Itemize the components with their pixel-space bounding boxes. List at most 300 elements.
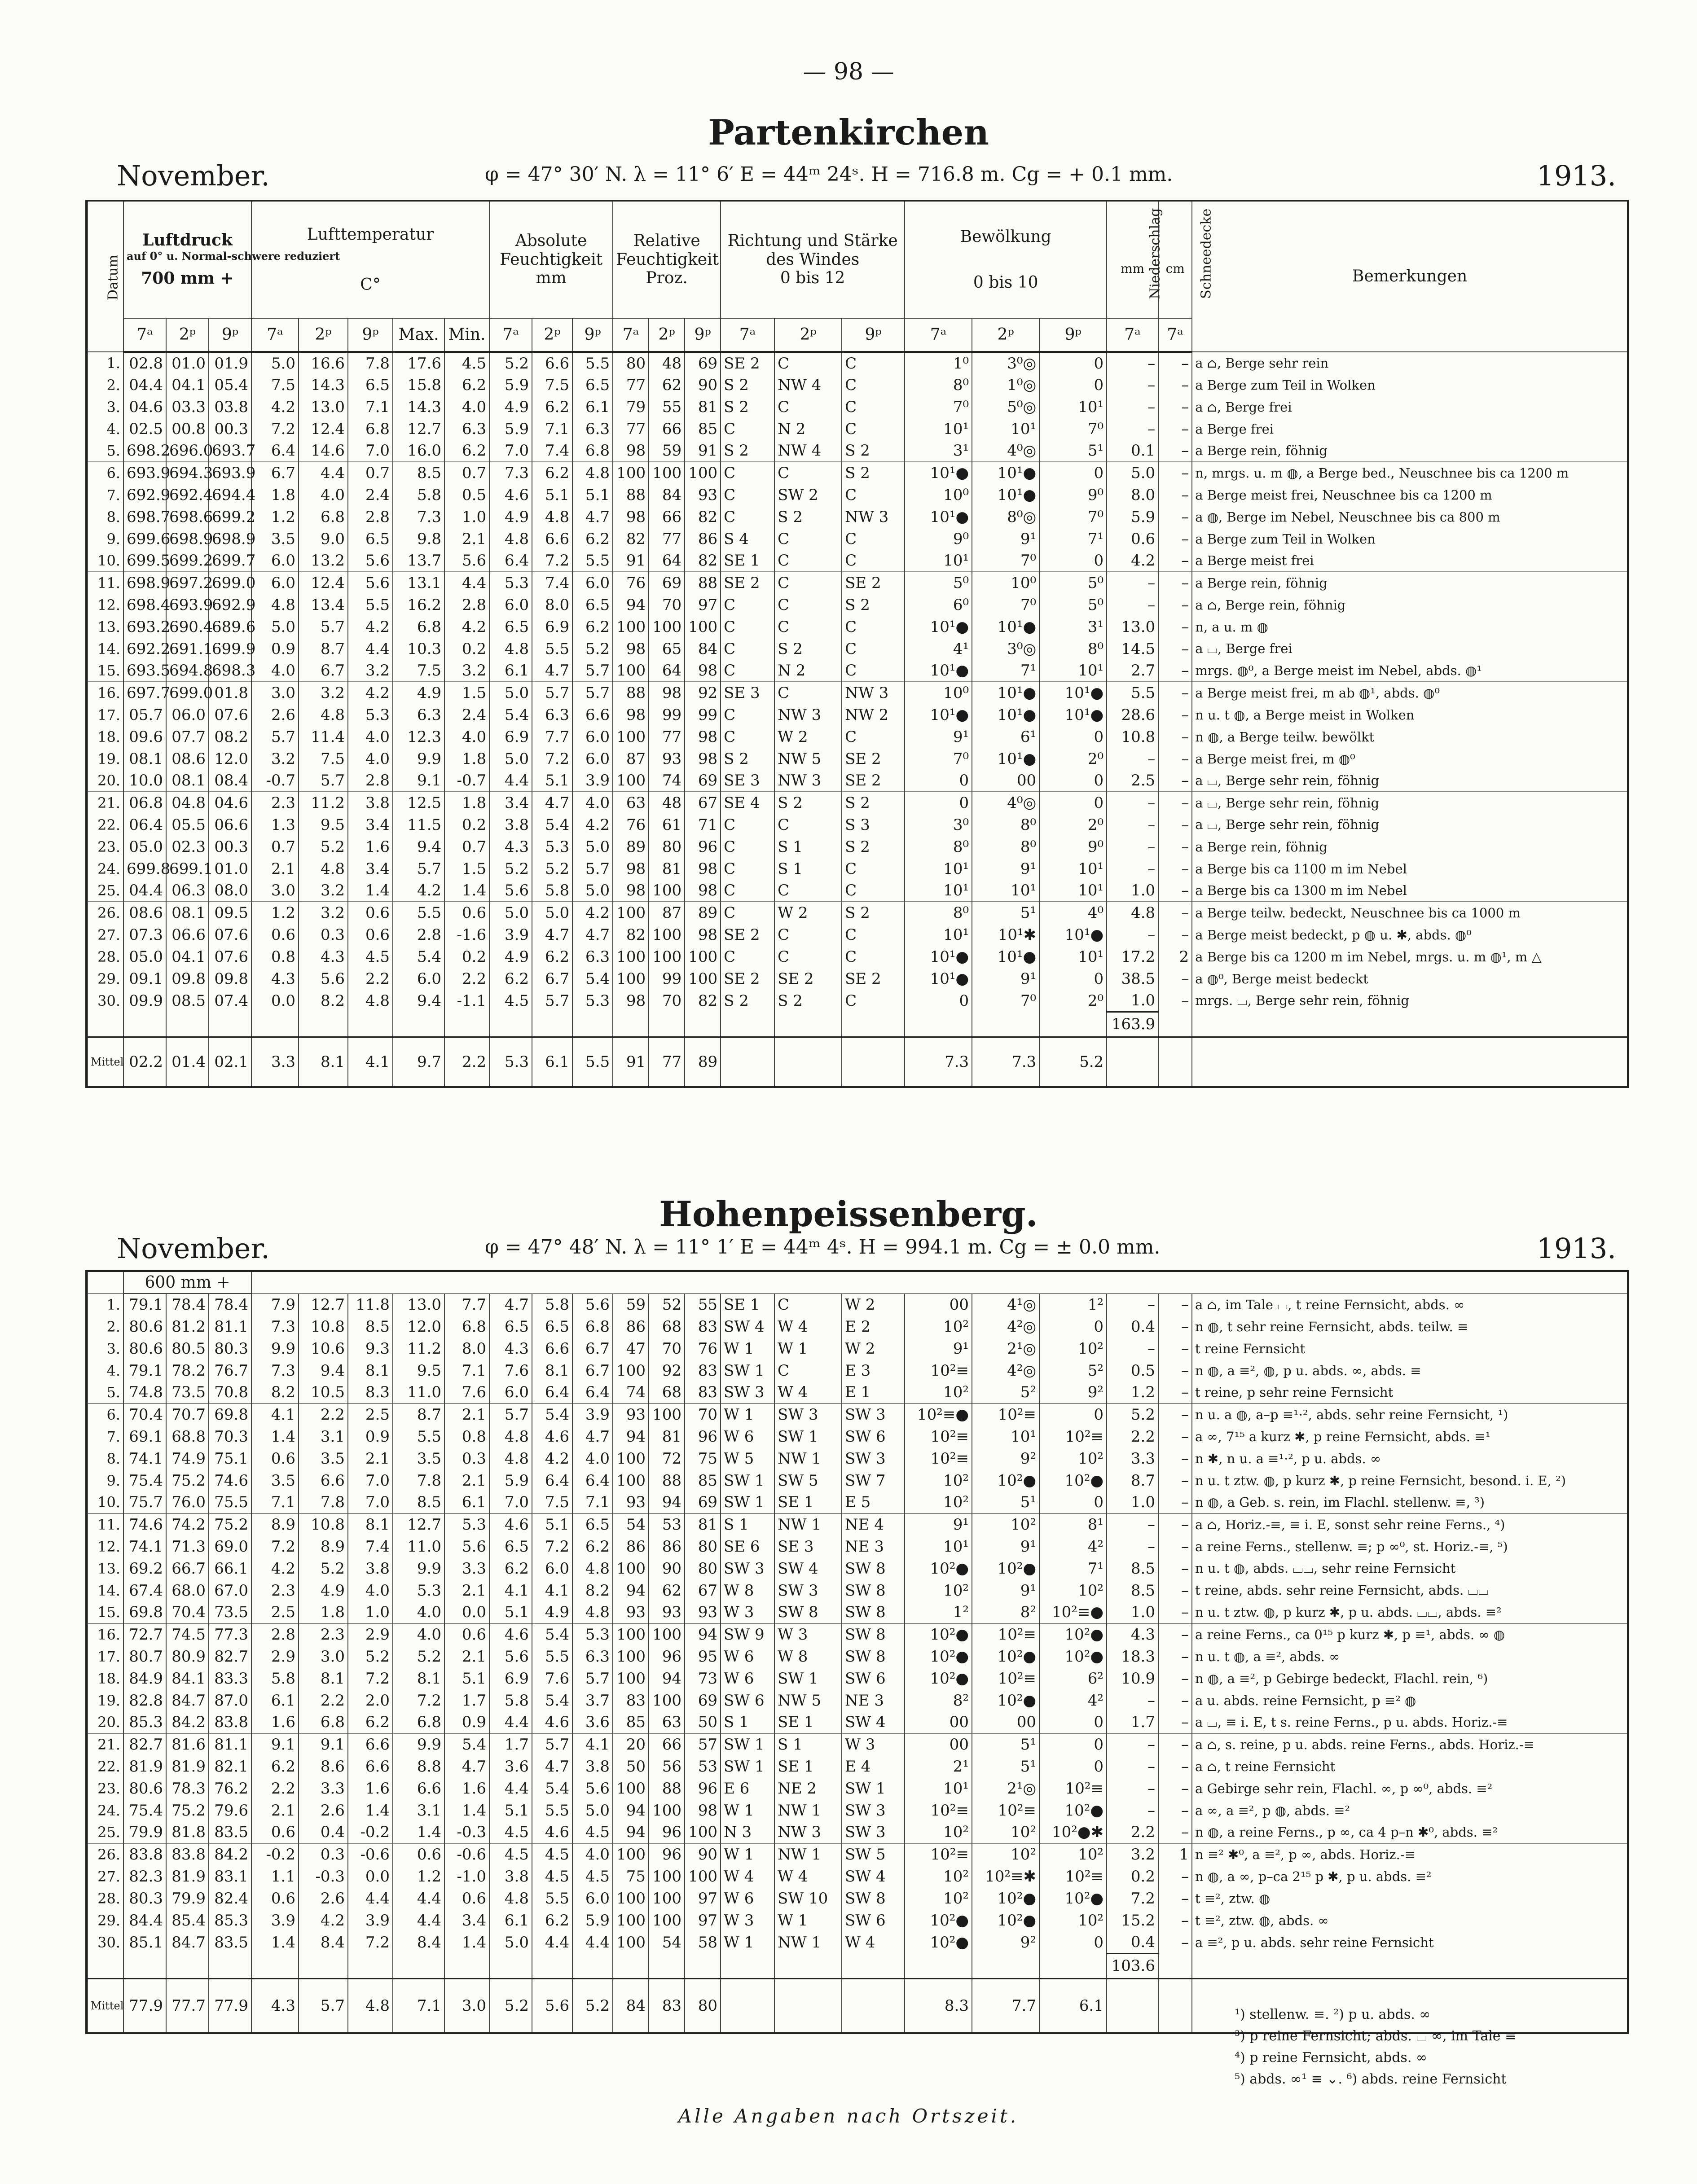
table-cell: 4.8	[299, 704, 348, 726]
sub-7a: 7ᵃ	[905, 318, 972, 352]
table-cell: –	[1158, 594, 1192, 616]
table-cell: 693.9	[123, 462, 166, 484]
table-cell: 20	[613, 1733, 649, 1755]
table-cell: 7.1	[532, 418, 572, 440]
table-cell: 4.7	[572, 506, 613, 528]
table-cell: 3.2	[444, 660, 489, 682]
table-cell: 82	[685, 990, 721, 1012]
table-cell: 4²◎	[972, 1316, 1039, 1338]
row-remark: a reine Ferns., ca 0¹⁵ p kurz ✱, p ≡¹, abds. ∞ ◍	[1192, 1623, 1627, 1645]
table-cell: 5¹	[972, 1755, 1039, 1777]
row-date: 5.	[88, 1381, 123, 1403]
table-cell: 53	[649, 1513, 685, 1535]
table-cell: SE 2	[721, 572, 774, 594]
table-row	[88, 792, 1627, 814]
table-cell: 2.2	[1107, 1821, 1158, 1843]
table-cell: 93	[613, 1403, 649, 1425]
row-remark: t reine Fernsicht	[1192, 1338, 1627, 1360]
table-cell: 16.2	[393, 594, 444, 616]
table-cell: 70.4	[166, 1601, 209, 1623]
table-cell: 1.0	[1107, 990, 1158, 1012]
table-cell: 77	[613, 374, 649, 396]
col-bewoelkung: Bewölkung	[960, 228, 1051, 246]
table-cell: 67.4	[123, 1579, 166, 1601]
table-cell: 692.2	[123, 638, 166, 660]
col-rel-unit: Proz.	[646, 269, 688, 288]
table-cell: 9⁰	[1039, 484, 1107, 506]
table-cell: 1.4	[444, 1931, 489, 1953]
row-remark: n u. t ◍, a ≡², abds. ∞	[1192, 1645, 1627, 1667]
table-cell: 6.5	[489, 1535, 532, 1557]
table-row	[88, 858, 1627, 880]
table-cell: 6.8	[348, 418, 393, 440]
table-cell: 0	[1039, 968, 1107, 990]
table-cell: 7.5	[251, 374, 299, 396]
table-cell: 96	[685, 836, 721, 858]
table-cell: 07.4	[209, 990, 251, 1012]
table-cell: 10⁰	[972, 572, 1039, 594]
table-cell: 87	[649, 902, 685, 924]
sub-2p: 2ᵖ	[774, 318, 842, 352]
table-cell: 14.3	[299, 374, 348, 396]
table-cell: 699.8	[123, 858, 166, 880]
table-cell: 75.2	[209, 1513, 251, 1535]
table-cell: 5.4	[532, 1403, 572, 1425]
table-cell: 97	[685, 1909, 721, 1931]
table-cell: 4.3	[299, 946, 348, 968]
table-cell: 7¹	[1039, 1557, 1107, 1579]
table-cell: 6.6	[348, 1755, 393, 1777]
table-cell: 4.4	[393, 1909, 444, 1931]
table-cell: 85	[613, 1711, 649, 1733]
table-cell: 70	[649, 594, 685, 616]
table-cell: 83.3	[209, 1667, 251, 1689]
table-cell: 00.3	[209, 418, 251, 440]
table-cell: 10²●	[905, 1623, 972, 1645]
sub-9p: 9ᵖ	[572, 318, 613, 352]
table-cell: 9.1	[393, 770, 444, 792]
table-cell: 64	[649, 660, 685, 682]
table-row	[88, 1821, 1627, 1843]
table-cell	[774, 1012, 842, 1037]
table-cell: 5.7	[532, 990, 572, 1012]
table-cell: S 2	[774, 638, 842, 660]
row-remark: a ⌴, Berge sehr rein, föhnig	[1192, 792, 1627, 814]
table-cell: 7⁰	[972, 594, 1039, 616]
table-cell: 5.2	[532, 858, 572, 880]
table-cell: 7.5	[532, 1491, 572, 1513]
table-cell: 88	[649, 1469, 685, 1491]
table-cell: 8²	[972, 1601, 1039, 1623]
table-cell: 62	[649, 374, 685, 396]
table-cell: 9.0	[299, 528, 348, 550]
table-cell: SW 10	[774, 1887, 842, 1909]
table-cell: 3.2	[251, 748, 299, 770]
table-cell: 10²≡●	[1039, 1601, 1107, 1623]
row-date: 22.	[88, 814, 123, 836]
col-luftdruck-base: 700 mm +	[141, 269, 234, 288]
table-cell: 18.3	[1107, 1645, 1158, 1667]
sub-2p: 2ᵖ	[299, 318, 348, 352]
station-header-hohenpeissenberg	[117, 1232, 1616, 1263]
mittel-value: 7.3	[972, 1037, 1039, 1086]
table-row	[88, 836, 1627, 858]
table-cell: 5¹	[972, 902, 1039, 924]
table-cell: -0.6	[348, 1843, 393, 1865]
table-cell: SW 1	[721, 1491, 774, 1513]
table-cell: C	[774, 352, 842, 374]
table-cell	[489, 1012, 532, 1037]
table-cell: SE 2	[721, 924, 774, 946]
table-cell: 8.7	[393, 1403, 444, 1425]
table-cell: 699.1	[166, 858, 209, 880]
table-cell: 693.5	[123, 660, 166, 682]
table-cell: 6.5	[489, 1316, 532, 1338]
table-cell: –	[1107, 748, 1158, 770]
table-cell: 5.0	[489, 682, 532, 704]
table-cell: –	[1158, 374, 1192, 396]
table-cell: 81	[649, 858, 685, 880]
table-cell: 10²	[905, 1821, 972, 1843]
table-cell: 10²≡	[905, 1360, 972, 1381]
table-cell: 3.4	[348, 858, 393, 880]
table-cell: 48	[649, 792, 685, 814]
table-cell: W 4	[774, 1381, 842, 1403]
row-remark: mrgs. ◍⁰, a Berge meist im Nebel, abds. ◍¹	[1192, 660, 1627, 682]
table-cell: 4.2	[532, 1447, 572, 1469]
table-row	[88, 1579, 1627, 1601]
table-cell: 6.4	[251, 440, 299, 462]
table-cell: 2.3	[251, 1579, 299, 1601]
table-cell: 9¹	[972, 968, 1039, 990]
table-cell: NW 5	[774, 748, 842, 770]
sub-9p: 9ᵖ	[348, 318, 393, 352]
row-date: 1.	[88, 352, 123, 374]
table-cell: 96	[685, 1777, 721, 1799]
table-cell: C	[774, 1294, 842, 1316]
table-cell: 5.1	[444, 1667, 489, 1689]
table-cell: 90	[685, 1843, 721, 1865]
table-cell: 85	[685, 1469, 721, 1491]
table-cell: NW 3	[774, 1821, 842, 1843]
sub-2p: 2ᵖ	[649, 318, 685, 352]
table-cell: 12.7	[299, 1294, 348, 1316]
table-cell: 1.8	[299, 1601, 348, 1623]
table-cell: 67.0	[209, 1579, 251, 1601]
table-cell: 93	[649, 748, 685, 770]
table-cell: 4.8	[572, 462, 613, 484]
table-cell: 689.6	[209, 616, 251, 638]
table-cell: 7.2	[532, 748, 572, 770]
sum-row	[88, 1012, 1627, 1037]
table-cell: 6.8	[299, 506, 348, 528]
table-cell	[393, 1012, 444, 1037]
table-cell: C	[721, 462, 774, 484]
table-cell: 9.8	[393, 528, 444, 550]
table-cell: 91	[685, 440, 721, 462]
table-cell: 00	[972, 770, 1039, 792]
table-cell: E 2	[842, 1316, 905, 1338]
table-cell: 6.8	[393, 616, 444, 638]
table-cell: 100	[685, 1821, 721, 1843]
table-cell: 5.8	[532, 1294, 572, 1316]
table-cell: SW 3	[721, 1381, 774, 1403]
table-cell: C	[721, 814, 774, 836]
row-remark: n u. t ◍, abds. ⌴⌴, sehr reine Fernsicht	[1192, 1557, 1627, 1579]
table-cell: 10²	[905, 1579, 972, 1601]
table-cell: 4.8	[489, 528, 532, 550]
table-cell: 5.7	[299, 770, 348, 792]
table-cell: 4.5	[532, 1843, 572, 1865]
table-cell: 83	[685, 1316, 721, 1338]
table-row	[88, 990, 1627, 1012]
table-cell	[209, 1012, 251, 1037]
table-cell: 10⁰	[905, 484, 972, 506]
mittel-value: 4.8	[348, 1978, 393, 2032]
table-cell: 7.8	[393, 1469, 444, 1491]
table-cell: –	[1158, 990, 1192, 1012]
table-cell: 4.0	[393, 1623, 444, 1645]
table-cell: 10²	[972, 1513, 1039, 1535]
row-date: 7.	[88, 1425, 123, 1447]
row-date: 28.	[88, 946, 123, 968]
table-cell: 01.0	[166, 352, 209, 374]
table-cell: NW 5	[774, 1689, 842, 1711]
row-remark: n, mrgs. u. m ◍, a Berge bed., Neuschnee bis ca 1200 m	[1192, 462, 1627, 484]
table-cell: 2.3	[251, 792, 299, 814]
table-cell: W 3	[721, 1909, 774, 1931]
table-cell: S 2	[721, 396, 774, 418]
table-cell: SE 3	[774, 1535, 842, 1557]
table-cell: 6.2	[489, 1557, 532, 1579]
table-cell: 6.0	[572, 1887, 613, 1909]
table-cell: SW 6	[721, 1689, 774, 1711]
table-cell	[572, 1012, 613, 1037]
table-cell: 100	[613, 616, 649, 638]
table-cell: 80.6	[123, 1777, 166, 1799]
table-cell: 100	[649, 616, 685, 638]
table-cell: 05.5	[166, 814, 209, 836]
table-cell: 98	[685, 924, 721, 946]
table-cell: SW 8	[842, 1601, 905, 1623]
table-cell: 81.9	[166, 1865, 209, 1887]
table-cell: 8.9	[299, 1535, 348, 1557]
table-cell: 5.7	[299, 616, 348, 638]
table-cell: 7.3	[393, 506, 444, 528]
table-cell: 699.2	[209, 506, 251, 528]
table-cell: 698.9	[209, 528, 251, 550]
table-cell: 8.5	[393, 1491, 444, 1513]
table-cell: 5.2	[572, 638, 613, 660]
table-cell: 4.9	[489, 506, 532, 528]
table-cell: 694.4	[209, 484, 251, 506]
table-row	[88, 1535, 1627, 1557]
table-cell: 6.2	[348, 1711, 393, 1733]
table-cell: 3.2	[299, 682, 348, 704]
table-cell: C	[721, 506, 774, 528]
row-remark: a Berge teilw. bedeckt, Neuschnee bis ca 1000 m	[1192, 902, 1627, 924]
table-cell: C	[842, 484, 905, 506]
col-rel-feuchtigkeit: Relative Feuchtigkeit	[616, 232, 719, 269]
table-cell: W 2	[842, 1294, 905, 1316]
table-cell: C	[774, 924, 842, 946]
year-label: 1913.	[1536, 159, 1616, 192]
table-cell: 5.0	[251, 616, 299, 638]
row-date: 17.	[88, 1645, 123, 1667]
table-cell: 9.9	[393, 1557, 444, 1579]
table-cell: 5.9	[489, 1469, 532, 1491]
table-cell: 6.0	[572, 748, 613, 770]
table-cell: 0	[1039, 1931, 1107, 1953]
table-cell: 11.0	[393, 1381, 444, 1403]
table-cell: 12.4	[299, 418, 348, 440]
row-date: 15.	[88, 660, 123, 682]
table-cell: 85.3	[209, 1909, 251, 1931]
table-cell: SE 2	[842, 748, 905, 770]
table-cell: 10.9	[1107, 1667, 1158, 1689]
table-cell: 1.1	[251, 1865, 299, 1887]
table-cell: W 1	[721, 1338, 774, 1360]
table-cell: 0.6	[251, 1887, 299, 1909]
table-cell: C	[842, 374, 905, 396]
table-cell: 7.2	[251, 1535, 299, 1557]
table-cell: 3.1	[393, 1799, 444, 1821]
mittel-value	[1158, 1978, 1192, 2032]
table-cell: W 2	[842, 1338, 905, 1360]
table-cell: 28.6	[1107, 704, 1158, 726]
row-remark: a ⌂, Berge sehr rein	[1192, 352, 1627, 374]
table-cell: 74	[613, 1381, 649, 1403]
table-cell: 3.0	[251, 880, 299, 902]
table-cell: 6.0	[572, 572, 613, 594]
table-cell: 03.8	[209, 396, 251, 418]
table-cell: 7.0	[489, 1491, 532, 1513]
table-cell: S 2	[774, 990, 842, 1012]
col-bemerkungen: Bemerkungen	[1352, 267, 1468, 286]
table-cell: 5.7	[572, 682, 613, 704]
table-cell: 80.9	[166, 1645, 209, 1667]
table-cell: 4.8	[489, 1447, 532, 1469]
table-cell: 10.6	[299, 1338, 348, 1360]
table-cell: 10²	[905, 1887, 972, 1909]
row-remark: t ≡², ztw. ◍	[1192, 1887, 1627, 1909]
table-cell: –	[1158, 484, 1192, 506]
table-cell	[1039, 1953, 1107, 1978]
table-cell: –	[1107, 924, 1158, 946]
table-cell: 73.5	[209, 1601, 251, 1623]
table-cell: 3.9	[251, 1909, 299, 1931]
sub-2p: 2ᵖ	[532, 318, 572, 352]
table-cell: 94	[649, 1667, 685, 1689]
table-cell: 6.8	[299, 1711, 348, 1733]
table-cell: 84.2	[166, 1711, 209, 1733]
table-cell: 1	[1158, 1843, 1192, 1865]
table-cell: 75.7	[123, 1491, 166, 1513]
table-cell: 14.3	[393, 396, 444, 418]
table-cell: 05.0	[123, 836, 166, 858]
table-cell: –	[1158, 726, 1192, 748]
table-cell: 0	[1039, 1403, 1107, 1425]
row-date: 13.	[88, 1557, 123, 1579]
table-cell: 100	[613, 1360, 649, 1381]
table-cell: 5.0	[489, 902, 532, 924]
table-cell: 4.1	[489, 1579, 532, 1601]
table-cell: 10²	[1039, 1447, 1107, 1469]
table-cell: -0.7	[444, 770, 489, 792]
row-date: 26.	[88, 902, 123, 924]
table-cell: 05.7	[123, 704, 166, 726]
table-cell: 6.4	[489, 550, 532, 572]
table-cell: SW 3	[774, 1579, 842, 1601]
table-cell: 12.3	[393, 726, 444, 748]
footnote-4: ⁵) abds. ∞¹ ≡ ⌄. ⁶) abds. reine Fernsicht	[1235, 2071, 1507, 2087]
table-cell: 01.9	[209, 352, 251, 374]
table-cell: 10¹	[1039, 858, 1107, 880]
mittel-value: 6.1	[532, 1037, 572, 1086]
table-cell: 13.0	[1107, 616, 1158, 638]
table-cell: C	[721, 660, 774, 682]
table-cell: 98	[685, 726, 721, 748]
table-cell: 0.0	[444, 1601, 489, 1623]
table-cell: 10¹●	[972, 462, 1039, 484]
row-date: 24.	[88, 858, 123, 880]
table-cell: 10¹	[905, 550, 972, 572]
table-cell: 59	[649, 440, 685, 462]
table-cell: 8.4	[299, 1931, 348, 1953]
table-cell: 10²	[905, 1381, 972, 1403]
mittel-value	[1192, 1037, 1627, 1086]
table-cell: 3⁰◎	[972, 352, 1039, 374]
table-cell: 1⁰	[905, 352, 972, 374]
table-cell: C	[774, 396, 842, 418]
table-row	[88, 484, 1627, 506]
table-cell: 54	[613, 1513, 649, 1535]
table-cell: 09.9	[123, 990, 166, 1012]
table-cell: 10¹	[1039, 396, 1107, 418]
table-cell: 8.5	[393, 462, 444, 484]
table-cell: S 2	[842, 594, 905, 616]
table-cell: 08.6	[123, 902, 166, 924]
table-cell: NW 3	[774, 704, 842, 726]
table-cell: 80	[685, 1557, 721, 1579]
table-cell: 1.8	[444, 792, 489, 814]
table-cell: 7¹	[1039, 528, 1107, 550]
table-cell	[251, 1953, 299, 1978]
table-cell: 81.9	[123, 1755, 166, 1777]
table-cell: 1²	[905, 1601, 972, 1623]
table-cell: 8.5	[348, 1316, 393, 1338]
table-cell: 10¹●	[905, 462, 972, 484]
row-date: 14.	[88, 1579, 123, 1601]
table-cell: 10²≡	[905, 1799, 972, 1821]
table-cell: 6.1	[489, 1909, 532, 1931]
table-cell: 1.6	[348, 1777, 393, 1799]
table-cell: 98	[685, 858, 721, 880]
niederschlag-sum: 163.9	[1107, 1012, 1158, 1037]
col-lufttemp-unit: C°	[360, 275, 381, 294]
table-cell: 10¹	[972, 1425, 1039, 1447]
row-date: 6.	[88, 462, 123, 484]
table-cell: 5.7	[393, 858, 444, 880]
table-cell: 6.2	[532, 396, 572, 418]
table-cell: 3¹	[905, 440, 972, 462]
table-cell: 3.8	[348, 1557, 393, 1579]
table-cell: C	[842, 880, 905, 902]
table-cell: S 1	[774, 836, 842, 858]
table-cell: 9²	[972, 1447, 1039, 1469]
table-cell: 67	[685, 1579, 721, 1601]
table-cell: 8.6	[299, 1755, 348, 1777]
